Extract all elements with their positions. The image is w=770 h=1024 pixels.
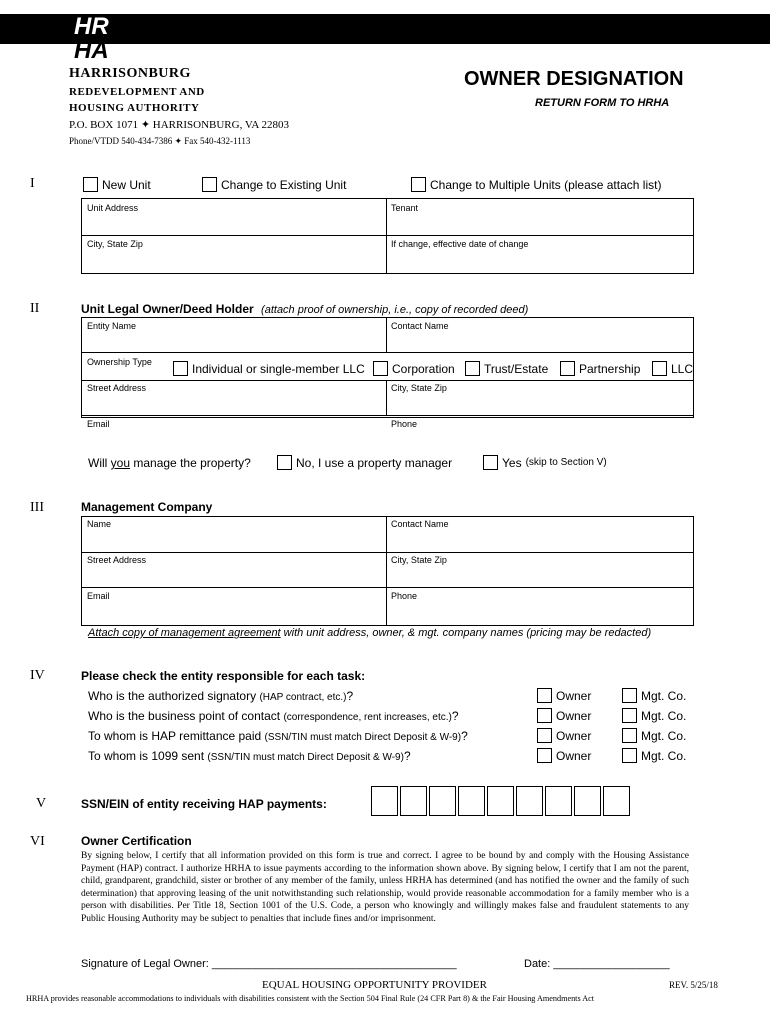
manage-question-you: you (110, 456, 131, 470)
ssn-digit-box[interactable] (371, 786, 398, 816)
section-2-numeral: II (30, 301, 40, 316)
section-4-heading: Please check the entity responsible for each task: (81, 669, 366, 683)
ownership-trust-option[interactable] (465, 361, 548, 376)
manage-yes-checkbox[interactable] (483, 455, 498, 470)
owner-label: Owner (556, 728, 592, 743)
divider (81, 380, 693, 381)
task-end: ? (346, 689, 354, 703)
manage-question (88, 456, 251, 470)
page-subtitle: RETURN FORM TO HRHA (535, 97, 670, 109)
entity-name-field[interactable]: Entity Name (87, 321, 137, 331)
mgt-label: Mgt. Co. (641, 728, 687, 743)
task-3-owner-option[interactable] (537, 728, 591, 743)
manage-question-post: manage the property? (130, 456, 251, 470)
ssn-digit-box[interactable] (574, 786, 601, 816)
task-4-mgt-checkbox[interactable] (622, 748, 637, 763)
manage-no-checkbox[interactable] (277, 455, 292, 470)
ssn-digit-box[interactable] (603, 786, 630, 816)
divider (386, 317, 387, 352)
section-2-heading (81, 302, 528, 316)
divider (386, 198, 387, 273)
task-note: (HAP contract, etc.) (259, 692, 347, 703)
owner-city-state-zip-field[interactable]: City, State Zip (391, 383, 447, 393)
task-row (88, 729, 468, 743)
org-phone: Phone/VTDD 540-434-7386 ✦ Fax 540-432-1113 (69, 136, 251, 146)
ownership-corporation-option[interactable] (373, 361, 455, 376)
svg-text:HR: HR (74, 13, 109, 40)
ssn-digit-box[interactable] (545, 786, 572, 816)
owner-label: Owner (556, 688, 592, 703)
task-note: (SSN/TIN must match Direct Deposit & W-9) (207, 752, 404, 763)
mgt-label: Mgt. Co. (641, 688, 687, 703)
section-3-table (81, 516, 694, 626)
task-2-mgt-checkbox[interactable] (622, 708, 637, 723)
task-2-owner-checkbox[interactable] (537, 708, 552, 723)
task-1-owner-checkbox[interactable] (537, 688, 552, 703)
date-line[interactable]: Date: ___________________ (524, 958, 670, 970)
task-note: (correspondence, rent increases, etc.) (283, 712, 452, 723)
section-1-table (81, 198, 694, 274)
page-title: OWNER DESIGNATION (464, 68, 684, 90)
ownership-llc-checkbox[interactable] (652, 361, 667, 376)
ownership-partnership-checkbox[interactable] (560, 361, 575, 376)
task-1-owner-option[interactable] (537, 688, 591, 703)
manage-no-option[interactable] (277, 455, 452, 470)
mgmt-city-state-zip-field[interactable]: City, State Zip (391, 555, 447, 565)
ownership-trust-checkbox[interactable] (465, 361, 480, 376)
task-1-mgt-checkbox[interactable] (622, 688, 637, 703)
city-state-zip-field[interactable]: City, State Zip (87, 239, 143, 249)
section-5-heading: SSN/EIN of entity receiving HAP payments: (81, 797, 327, 811)
owner-label: Owner (556, 708, 592, 723)
mgmt-name-field[interactable]: Name (87, 519, 112, 529)
org-name: HARRISONBURG (69, 66, 191, 81)
ownership-partnership-label: Partnership (579, 361, 641, 376)
ownership-corporation-checkbox[interactable] (373, 361, 388, 376)
mgmt-email-field[interactable]: Email (87, 591, 110, 601)
tenant-field[interactable]: Tenant (391, 203, 419, 213)
task-4-owner-option[interactable] (537, 748, 591, 763)
ssn-digit-box[interactable] (429, 786, 456, 816)
divider (81, 552, 693, 553)
change-existing-checkbox[interactable] (202, 177, 217, 192)
management-agreement-note-rest: with unit address, owner, & mgt. company names (pricing may be redacted) (280, 627, 652, 639)
manage-yes-option[interactable] (483, 455, 607, 470)
signature-line[interactable]: Signature of Legal Owner: ________________________________________ (81, 958, 457, 970)
task-row (88, 689, 353, 703)
divider (81, 587, 693, 588)
task-end: ? (451, 709, 459, 723)
task-4-mgt-option[interactable] (622, 748, 686, 763)
ownership-type-label: Ownership Type (87, 357, 152, 367)
owner-label: Owner (556, 748, 592, 763)
section-2-title: Unit Legal Owner/Deed Holder (81, 302, 254, 316)
ownership-llc-option[interactable] (652, 361, 693, 376)
management-agreement-note (88, 627, 651, 639)
manage-yes-label: Yes (502, 455, 522, 470)
ownership-llc-label: LLC (671, 361, 694, 376)
hrha-logo (68, 8, 138, 60)
certification-text: By signing below, I certify that all information provided on this form is true and correct. I agree to be bound by and comply with the Housing Assistance Payment (HAP) contract. I authorize HRHA to issue payments according to the information shown above. By signing below, I certify that I am not the parent, child, grandparent, grandchild, sister or brother of any member of the family, unless HRHA has determined (and has notified the owner and the family of such determination) that approving leasing of the unit notwithstanding such relationship, would provide reasonable accommodation for a family member who is a person with disabilities. Per Title 18, Section 1001 of the U.S. Code, a person who knowingly and willingly makes false and fraudulent statements to any Public Housing Authority may be subject to penalties that include fines and/or imprisonment. (81, 851, 689, 924)
task-end: ? (403, 749, 411, 763)
manage-no-label: No, I use a property manager (296, 455, 453, 470)
task-end: ? (461, 729, 468, 743)
ownership-partnership-option[interactable] (560, 361, 640, 376)
task-question: To whom is 1099 sent (88, 749, 205, 763)
task-question: To whom is HAP remittance paid (88, 729, 262, 743)
task-row (88, 709, 459, 723)
task-3-owner-checkbox[interactable] (537, 728, 552, 743)
ssn-digit-box[interactable] (400, 786, 427, 816)
manage-yes-note: (skip to Section V) (525, 457, 607, 468)
org-line3: HOUSING AUTHORITY (69, 102, 200, 114)
mgt-label: Mgt. Co. (641, 708, 687, 723)
mgt-label: Mgt. Co. (641, 748, 687, 763)
divider (81, 235, 693, 236)
ssn-digit-box[interactable] (487, 786, 514, 816)
revision-date: REV. 5/25/18 (669, 980, 718, 990)
owner-phone-field[interactable]: Phone (391, 419, 418, 429)
change-multiple-option[interactable] (411, 177, 661, 192)
section-5-numeral: V (36, 796, 47, 811)
new-unit-checkbox[interactable] (83, 177, 98, 192)
mgmt-phone-field[interactable]: Phone (391, 591, 418, 601)
task-3-mgt-option[interactable] (622, 728, 686, 743)
mgmt-street-address-field[interactable]: Street Address (87, 555, 147, 565)
task-question: Who is the authorized signatory (88, 689, 257, 703)
contact-name-field[interactable]: Contact Name (391, 321, 449, 331)
management-agreement-note-underlined: Attach copy of management agreement (88, 627, 281, 639)
task-question: Who is the business point of contact (88, 709, 281, 723)
mgmt-contact-name-field[interactable]: Contact Name (391, 519, 449, 529)
change-multiple-checkbox[interactable] (411, 177, 426, 192)
manage-question-pre: Will (88, 456, 111, 470)
section-6-heading: Owner Certification (81, 834, 192, 848)
section-3-heading: Management Company (81, 500, 213, 514)
ssn-digit-box[interactable] (516, 786, 543, 816)
section-3-numeral: III (30, 500, 44, 515)
ownership-individual-checkbox[interactable] (173, 361, 188, 376)
equal-housing-text: EQUAL HOUSING OPPORTUNITY PROVIDER (262, 979, 487, 991)
section-2-note: (attach proof of ownership, i.e., copy of recorded deed) (261, 304, 529, 316)
org-line2: REDEVELOPMENT AND (69, 86, 205, 98)
change-existing-option[interactable] (202, 177, 346, 192)
ownership-trust-label: Trust/Estate (484, 361, 549, 376)
task-2-mgt-option[interactable] (622, 708, 686, 723)
unit-address-field[interactable]: Unit Address (87, 203, 139, 213)
divider (81, 352, 693, 353)
divider (386, 380, 387, 416)
task-row (88, 749, 411, 763)
section-6-numeral: VI (30, 834, 45, 849)
new-unit-option[interactable] (83, 177, 151, 192)
effective-date-field[interactable]: If change, effective date of change (391, 239, 529, 249)
new-unit-label: New Unit (102, 177, 151, 192)
section-4-numeral: IV (30, 668, 45, 683)
divider (81, 415, 693, 416)
divider (386, 516, 387, 625)
change-multiple-label: Change to Multiple Units (please attach list) (430, 177, 662, 192)
change-existing-label: Change to Existing Unit (221, 177, 347, 192)
owner-street-address-field[interactable]: Street Address (87, 383, 147, 393)
ownership-corporation-label: Corporation (392, 361, 455, 376)
owner-email-field[interactable]: Email (87, 419, 110, 429)
task-3-mgt-checkbox[interactable] (622, 728, 637, 743)
section-1-numeral: I (30, 176, 35, 191)
svg-text:HA: HA (74, 37, 109, 60)
task-4-owner-checkbox[interactable] (537, 748, 552, 763)
ownership-individual-option[interactable] (173, 361, 365, 376)
accommodation-notice: HRHA provides reasonable accommodations to individuals with disabilities consistent with the Section 504 Final Rule (24 CFR Part 8) & the Fair Housing Amendments Act (26, 994, 595, 1003)
ssn-digit-box[interactable] (458, 786, 485, 816)
ownership-individual-label: Individual or single-member LLC (192, 361, 365, 376)
org-address: P.O. BOX 1071 ✦ HARRISONBURG, VA 22803 (69, 119, 289, 131)
task-1-mgt-option[interactable] (622, 688, 686, 703)
task-note: (SSN/TIN must match Direct Deposit & W-9) (264, 732, 462, 743)
task-2-owner-option[interactable] (537, 708, 591, 723)
